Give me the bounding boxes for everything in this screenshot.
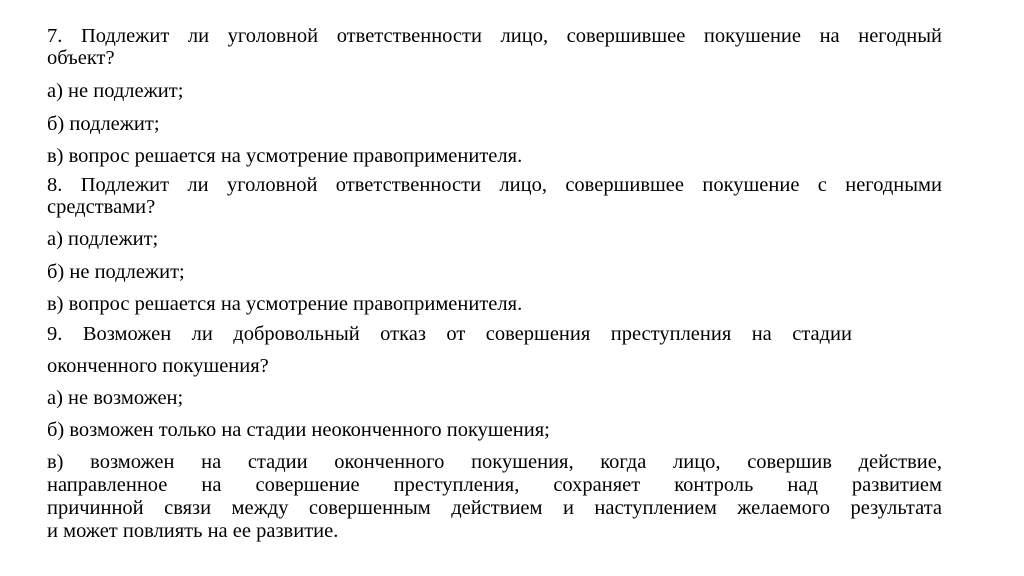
question-8-option-c: в) вопрос решается на усмотрение правоприменителя. bbox=[47, 293, 523, 315]
question-9-option-c-line-2: направленное на совершение преступления, сохраняет контроль над развитием bbox=[47, 474, 942, 496]
question-9-option-b: б) возможен только на стадии неоконченного покушения; bbox=[47, 419, 550, 441]
question-8-option-a: а) подлежит; bbox=[47, 228, 159, 250]
question-8-option-b: б) не подлежит; bbox=[47, 261, 185, 283]
question-9-option-c-line-4: и может повлиять на ее развитие. bbox=[47, 520, 339, 542]
question-8-line-1: 8. Подлежит ли уголовной ответственности лицо, совершившее покушение с негодными bbox=[47, 174, 942, 196]
question-9-option-a: а) не возможен; bbox=[47, 387, 184, 409]
question-8-line-2: средствами? bbox=[47, 196, 156, 218]
question-9-line-1: 9. Возможен ли добровольный отказ от совершения преступления на стадии bbox=[47, 323, 852, 345]
question-7-option-c: в) вопрос решается на усмотрение правоприменителя. bbox=[47, 145, 523, 167]
question-7-option-b: б) подлежит; bbox=[47, 113, 160, 135]
question-7-line-1: 7. Подлежит ли уголовной ответственности лицо, совершившее покушение на негодный bbox=[47, 25, 942, 47]
question-7-option-a: а) не подлежит; bbox=[47, 80, 184, 102]
question-9-option-c-line-1: в) возможен на стадии оконченного покушения, когда лицо, совершив действие, bbox=[47, 451, 942, 473]
question-7-line-2: объект? bbox=[47, 47, 115, 69]
question-9-option-c-line-3: причинной связи между совершенным действием и наступлением желаемого результата bbox=[47, 497, 942, 519]
question-9-line-2: оконченного покушения? bbox=[47, 355, 269, 377]
